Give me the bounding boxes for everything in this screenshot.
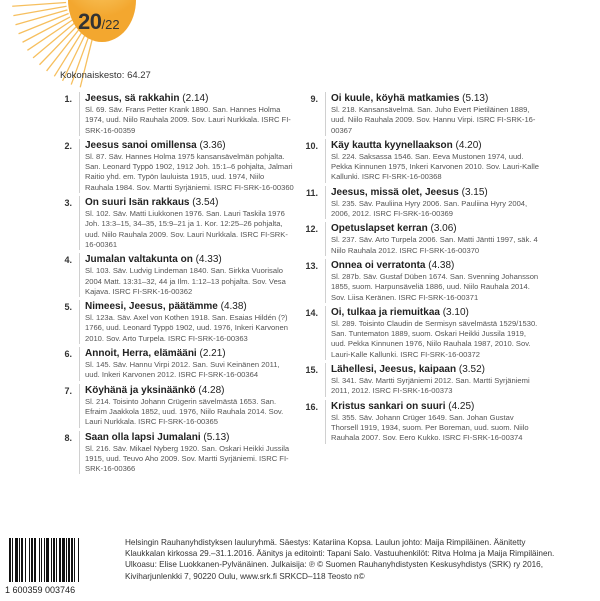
track-body [325,400,540,444]
track-duration: (4.25) [448,400,475,412]
track-column-left [58,92,294,477]
credits-line: Klaukkalan kirkossa 29.–31.1.2016. Äänitys ja editointi: Tapani Salo. Vastuuhenkilöt: Ritva Holma ja Maija Rimpiläinen. [125,549,555,559]
track-body [325,363,540,397]
track-body [325,259,540,303]
track-number: 9. [310,94,318,104]
track-duration: (4.20) [455,139,482,151]
track-title [85,92,294,105]
track-title [331,259,540,272]
track-body [325,186,540,220]
credits [125,537,595,582]
barcode-bar [15,538,18,582]
barcode-bar [31,538,33,582]
track-description: Sl. 224. Saksassa 1546. San. Eeva Mustonen 1974, uud. Pekka Kinnunen 1975, Inkeri Karvonen 2010. Sov. Lauri-Kalle Kallunki. ISRC FI-SRK-16-00368 [331,151,539,182]
track-title-text: Annoit, Herra, elämääni [85,348,197,360]
footer [0,530,600,600]
track-item [304,222,540,256]
track-body [325,306,540,360]
track-duration: (3.06) [430,223,457,235]
track-description: Sl. 287b. Säv. Gustaf Düben 1674. San. Svenning Johansson 1855, suom. Harpunsäveliä 1886, uud. Niilo Rauhala 2014. Sov. Liisa Keränen. ISRC FI-SRK-16-00371 [331,271,539,302]
track-item [58,92,294,136]
track-duration: (3.54) [192,197,219,209]
track-item [304,363,540,397]
track-number: 1. [64,94,72,104]
track-description: Sl. 145. Säv. Hannu Virpi 2012. San. Suvi Keinänen 2011, uud. Inkeri Karvonen 2012. ISRC FI-SRK-16-00364 [85,360,280,380]
track-duration: (3.36) [199,139,226,151]
barcode [3,536,118,596]
credits-line: Helsingin Rauhanyhdistyksen lauluryhmä. Säestys: Katariina Kopsa. Laulun johto: Maija Rimpiläinen. Äänitetty [125,538,526,547]
sun-ray [13,6,66,15]
track-duration: (3.10) [442,306,469,318]
track-title-text: Saan olla lapsi Jumalani [85,431,201,443]
track-number: 4. [64,255,72,266]
barcode-bar [9,538,11,582]
track-title-text: Jeesus sanoi omillensa [85,139,197,151]
track-description: Sl. 237. Säv. Arto Turpela 2006. San. Matti Jäntti 1997, säk. 4 Niilo Rauhala 2012. ISRC FI-SRK-16-00370 [331,235,538,255]
barcode-bar [59,538,61,582]
track-title [85,431,294,444]
track-description: Sl. 214. Toisinto Johann Crügerin sävelmästä 1653. San. Efraim Jaakkola 1852, uud. 1976, Niilo Rauhala 2014. Sov. Lauri Nurkkala. ISRC FI-SRK-16-00365 [85,396,284,427]
track-item [58,431,294,475]
track-title-text: Onnea oi verratonta [331,259,426,271]
track-item [58,300,294,344]
track-body [79,431,294,475]
barcode-digits: 1 600359 003746 [5,585,76,595]
track-item [304,400,540,444]
barcode-bar [78,538,79,582]
track-title-text: Jeesus, missä olet, Jeesus [331,186,459,198]
track-number: 2. [64,140,72,151]
track-description: Sl. 341. Säv. Martti Syrjäniemi 2012. San. Martti Syrjäniemi 2011, 2012. ISRC FI-SRK-16-00373 [331,376,530,396]
track-item [58,347,294,381]
track-number: 5. [64,302,72,313]
track-number: 13. [305,260,318,271]
track-title-text: Lähellesi, Jeesus, kaipaan [331,364,457,376]
track-title-text: Oi kuule, köyhä matkamies [331,93,460,104]
track-number: 7. [64,385,72,396]
track-number: 14. [305,307,318,318]
track-duration: (4.28) [198,384,225,396]
track-list [58,92,598,524]
track-body [325,92,540,136]
track-description: Sl. 123a. Säv. Axel von Kothen 1918. San. Esaias Hildén (?) 1766, uud. Leonard Typpö 1902, uud. 1976, Inkeri Karvonen 2010. Sov. Arto Turpela. ISRC FI-SRK-16-00363 [85,313,288,343]
track-item [304,259,540,303]
track-column-right [304,92,540,447]
track-title-text: Käy kautta kyynellaakson [331,139,453,151]
track-duration: (3.52) [458,364,485,376]
track-body [79,384,294,428]
track-title [85,300,294,313]
track-duration: (2.21) [199,348,226,360]
barcode-bar [51,538,52,582]
track-title [85,196,294,209]
track-title [331,139,540,152]
track-description: Sl. 216. Säv. Mikael Nyberg 1920. San. Oskari Heikki Jussila 1915, uud. Teuvo Aho 2009. Sov. Martti Syrjäniemi. ISRC FI-SRK-16-00366 [85,443,290,474]
track-duration: (2.14) [182,93,209,104]
barcode-bar [62,538,65,582]
barcode-bar [71,538,73,582]
barcode-bar [41,538,42,582]
barcode-bar [74,538,75,582]
track-item [304,186,540,220]
barcode-bar [29,538,30,582]
barcode-bar [66,538,67,582]
disc-total: /22 [101,17,120,32]
track-description: Sl. 103. Säv. Ludvig Lindeman 1840. San. Sirkka Vuorisalo 2004 Matt. 13:31–32, 44 ja Ilm. 1:12–13 pohjalta. Sov. Vesa Kajava. ISRC FI-SRK-16-00362 [85,266,286,296]
track-title [331,222,540,235]
track-title [331,306,540,319]
track-description: Sl. 87. Säv. Hannes Holma 1975 kansansävelmän pohjalta. San. Leonard Typpö 1902, 1912 Joh. 15:1–6 pohjalta, Jalmari Raitio yhd. em. Typön lauluista 1915, uud. 1974, Niilo Rauhala 1984. Sov. Martti Syrjäniemi. ISRC FI-SRK-16-00360 [85,151,294,192]
barcode-bar [19,538,20,582]
track-body [325,139,540,183]
barcode-bar [39,538,40,582]
track-body [79,347,294,381]
track-duration: (3.15) [461,186,488,198]
track-number: 10. [305,140,318,151]
track-duration: (4.33) [195,254,222,266]
track-title-text: Jeesus, sä rakkahin [85,93,180,104]
credits-line: Kiviharjunlenkki 7, 90220 Oulu, www.srk.fi SRKCD–118 Teosto n© [125,571,365,581]
track-number: 8. [64,432,72,443]
barcode-bar [46,538,49,582]
track-item [304,92,540,136]
track-title-text: Jumalan valtakunta on [85,254,193,266]
sun-ray [39,26,77,65]
barcode-bar [25,538,26,582]
track-duration: (5.13) [203,431,230,443]
track-title [85,139,294,152]
track-number: 12. [305,224,318,235]
track-title-text: Nimeesi, Jeesus, päätämme [85,301,218,313]
track-title-text: Opetuslapset kerran [331,223,428,235]
track-body [79,300,294,344]
track-title [331,186,540,199]
track-number: 11. [305,187,318,198]
track-item [58,253,294,297]
disc-number [78,9,120,35]
sun-ray [33,23,74,58]
track-title [85,347,294,360]
track-title [85,384,294,397]
track-body [79,139,294,193]
track-number: 6. [64,349,72,360]
track-title [331,363,540,376]
track-item [304,306,540,360]
total-duration: Kokonaiskesto: 64.27 [60,70,151,81]
disc-current: 20 [78,9,102,34]
track-body [79,92,294,136]
track-duration: (4.38) [428,259,455,271]
track-title [85,253,294,266]
credits-line: Ulkoasu: Elise Luokkanen-Pylvänäinen. Julkaisija: ℗ © Suomen Rauhanyhdistysten Keskusyhdistys (SRK) ry 2016, [125,560,544,570]
track-item [304,139,540,183]
barcode-bar [56,538,57,582]
track-number: 15. [305,365,318,376]
track-title-text: Kristus sankari on suuri [331,400,446,412]
track-body [79,196,294,250]
track-title [331,92,540,105]
barcode-bar [44,538,45,582]
track-body [79,253,294,297]
track-number: 16. [305,401,318,412]
track-number: 3. [64,198,72,209]
track-description: Sl. 289. Toisinto Claudin de Sermisyn sävelmästä 1529/1530. San. Tuntematon 1889, suom. Oskari Heikki Jussila 1919, uud. Pekka Kinnunen 1976, Niilo Rauhala 1987, 2010. Sov. Lauri-Kalle Kallunki. ISRC FI-SRK-16-00372 [331,318,538,359]
track-description: Sl. 102. Säv. Matti Liukkonen 1976. San. Lauri Taskila 1976 Joh. 13:3–15, 34–35, 15:9–21 ja 1. Kor. 12:25–26 pohjalta, uud. Niilo Rauhala 2009. Sov. Lauri Nurkkala. ISRC FI-SRK-16-00361 [85,209,288,249]
track-description: Sl. 235. Säv. Pauliina Hyry 2006. San. Pauliina Hyry 2004, 2006, 2012. ISRC FI-SRK-16-00369 [331,198,528,219]
track-title-text: Köyhänä ja yksinäänkö [85,384,196,396]
track-title-text: Oi, tulkaa ja riemuitkaa [331,306,440,318]
track-item [58,384,294,428]
track-duration: (5.13) [462,93,489,104]
track-body [325,222,540,256]
track-duration: (4.38) [220,301,247,313]
barcode-bar [21,538,23,582]
track-description: Sl. 355. Säv. Johann Crüger 1649. San. Johan Gustav Thorsell 1919, 1934, suom. Per Boreman, uud. suom. Niilo Rauhala 2007. Sov. Eero Kukko. ISRC FI-SRK-16-00374 [331,412,529,443]
barcode-bar [12,538,13,582]
barcode-bar [68,538,70,582]
track-title-text: On suuri Isän rakkaus [85,197,190,209]
track-description: Sl. 218. Kansansävelmä. San. Juho Evert Pietiläinen 1889, uud. Niilo Rauhala 2009. Sov. Hannu Virpi. ISRC FI-SRK-16-00367 [331,105,536,135]
sun-ray [12,3,66,7]
track-item [58,139,294,193]
track-title [331,400,540,413]
barcode-bar [53,538,55,582]
barcode-bar [34,538,36,582]
track-description: Sl. 69. Säv. Frans Petter Krank 1890. San. Hannes Holma 1974, uud. Niilo Rauhala 2009. Sov. Lauri Nurkkala. ISRC FI-SRK-16-00359 [85,105,291,135]
track-item [58,196,294,250]
